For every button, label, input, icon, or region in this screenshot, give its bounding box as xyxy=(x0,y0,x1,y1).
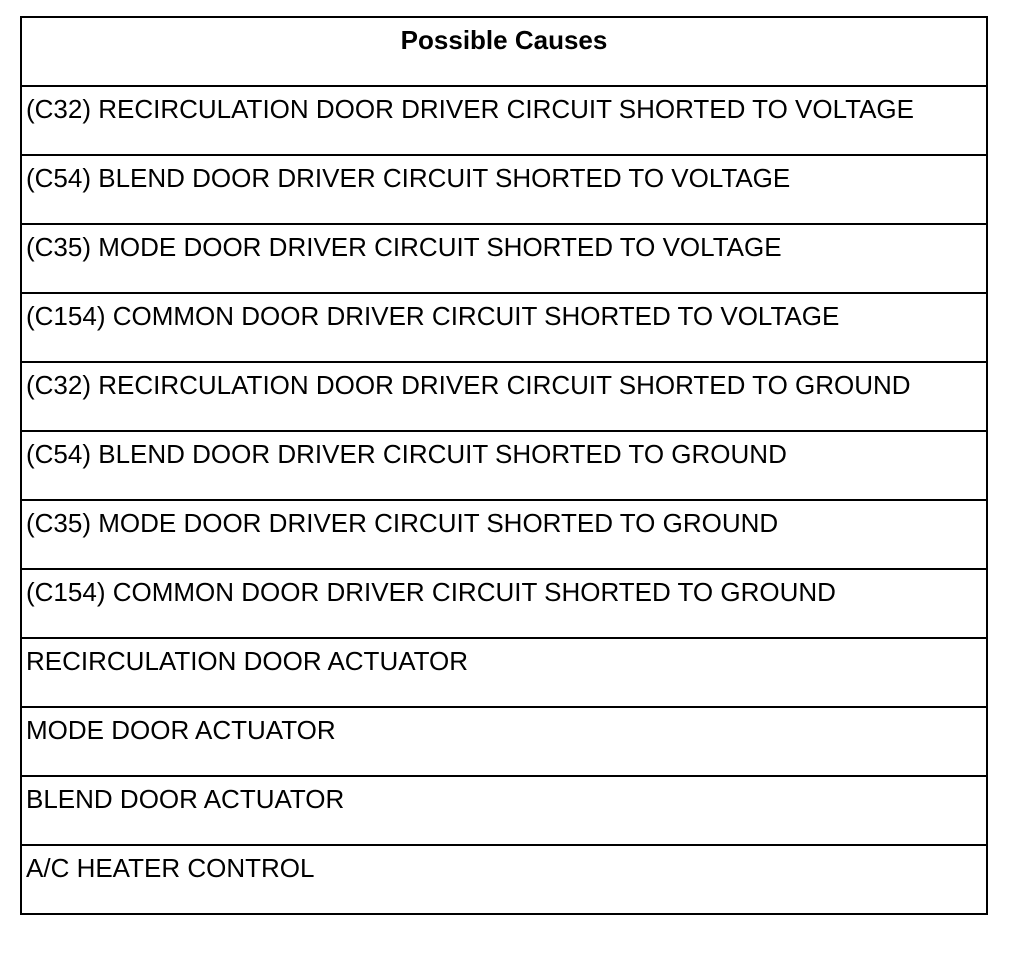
table-row xyxy=(21,569,987,638)
cause-cell: RECIRCULATION DOOR ACTUATOR xyxy=(21,638,987,707)
table-row xyxy=(21,86,987,155)
cause-cell: A/C HEATER CONTROL xyxy=(21,845,987,914)
cause-cell: (C154) COMMON DOOR DRIVER CIRCUIT SHORTED TO VOLTAGE xyxy=(21,293,987,362)
cause-cell: (C32) RECIRCULATION DOOR DRIVER CIRCUIT SHORTED TO GROUND xyxy=(21,362,987,431)
cause-cell: BLEND DOOR ACTUATOR xyxy=(21,776,987,845)
table-row xyxy=(21,707,987,776)
cause-cell: (C32) RECIRCULATION DOOR DRIVER CIRCUIT SHORTED TO VOLTAGE xyxy=(21,86,987,155)
table-row xyxy=(21,638,987,707)
cause-cell: MODE DOOR ACTUATOR xyxy=(21,707,987,776)
table-row xyxy=(21,776,987,845)
table-row xyxy=(21,431,987,500)
cause-cell: (C35) MODE DOOR DRIVER CIRCUIT SHORTED TO GROUND xyxy=(21,500,987,569)
column-header-possible-causes: Possible Causes xyxy=(21,17,987,86)
cause-cell: (C154) COMMON DOOR DRIVER CIRCUIT SHORTED TO GROUND xyxy=(21,569,987,638)
possible-causes-table xyxy=(20,16,988,915)
table-row xyxy=(21,845,987,914)
table-row xyxy=(21,362,987,431)
table-row xyxy=(21,224,987,293)
table-header-row xyxy=(21,17,987,86)
table-row xyxy=(21,155,987,224)
cause-cell: (C54) BLEND DOOR DRIVER CIRCUIT SHORTED TO GROUND xyxy=(21,431,987,500)
table-row xyxy=(21,500,987,569)
table-row xyxy=(21,293,987,362)
cause-cell: (C35) MODE DOOR DRIVER CIRCUIT SHORTED TO VOLTAGE xyxy=(21,224,987,293)
cause-cell: (C54) BLEND DOOR DRIVER CIRCUIT SHORTED TO VOLTAGE xyxy=(21,155,987,224)
